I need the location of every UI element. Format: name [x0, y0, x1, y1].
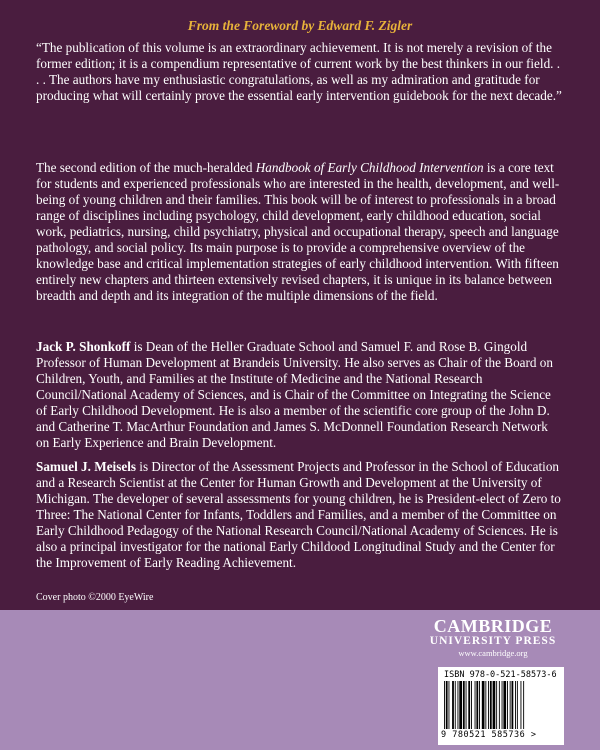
author-name: Samuel J. Meisels — [36, 459, 136, 474]
book-description — [36, 160, 564, 304]
foreword-quote: “The publication of this volume is an extraordinary achievement. It is not merely a revision of the former edition; it is a compendium representative of current work by the best thinkers in our field. . . . The authors have my enthusiastic congratulations, as well as my admiration and gratitude for producing what will certainly prove the essential early intervention guidebook for the next decade.” — [36, 40, 562, 103]
cover-photo-credit: Cover photo ©2000 EyeWire — [36, 592, 154, 603]
author-bio-meisels — [36, 459, 564, 571]
author-bio-shonkoff — [36, 339, 564, 451]
author-name: Jack P. Shonkoff — [36, 339, 131, 354]
description-intro: The second edition of the much-heralded — [36, 160, 256, 175]
barcode-box — [438, 667, 564, 745]
barcode-digits: 9 780521 585736 > — [441, 730, 537, 740]
author-bio-text: is Dean of the Heller Graduate School and Samuel F. and Rose B. Gingold Professor of Human Development at Brandeis University. He also serves as Chair of the Board on Children, Youth, and Families at the Institute of Medicine and the National Research Council/National Academy of Sciences, and is Chair of the Committee on Integrating the Science of Early Childhood Development. He is also a member of the scientific core group of the John D. and Catherine T. MacArthur Foundation and James S. McDonnell Foundation Research Network on Early Experience and Brain Development. — [36, 339, 553, 450]
publisher-logo — [418, 617, 568, 659]
publisher-subtitle: UNIVERSITY PRESS — [429, 635, 557, 647]
description-body: is a core text for students and experienced professionals who are interested in the health, development, and well-being of young children and their families. This book will be of interest to professionals in a broad range of disciplines including psychology, child development, early childhood education, social work, pediatrics, nursing, child psychiatry, physical and occupational therapy, speech and language pathology, and social policy. Its main purpose is to provide a comprehensive overview of the knowledge base and critical implementation strategies of early childhood intervention. With fifteen entirely new chapters and thirteen extensively revised chapters, it is unique in its balance between breadth and depth and its integration of the multiple dimensions of the field. — [36, 160, 560, 303]
book-title: Handbook of Early Childhood Intervention — [255, 160, 484, 175]
publisher-name: CAMBRIDGE — [433, 616, 553, 636]
isbn-text: ISBN 978-0-521-58573-6 — [444, 670, 557, 680]
publisher-url: www.cambridge.org — [458, 648, 528, 658]
author-bio-text: is Director of the Assessment Projects and Professor in the School of Education and a Research Scientist at the Center for Human Growth and Development at the University of Michigan. The developer of several assessments for young children, he is President-elect of Zero to Three: The National Center for Infants, Toddlers and Families, and a member of the Committee on Early Childhood Pedagogy of the National Research Council/National Academy of Sciences. He is also a principal investigator for the national Early Childood Longitudinal Study and the Center for the Improvement of Early Reading Achievement. — [36, 459, 561, 570]
barcode-icon — [444, 681, 558, 729]
foreword-heading: From the Foreword by Edward F. Zigler — [187, 18, 413, 33]
